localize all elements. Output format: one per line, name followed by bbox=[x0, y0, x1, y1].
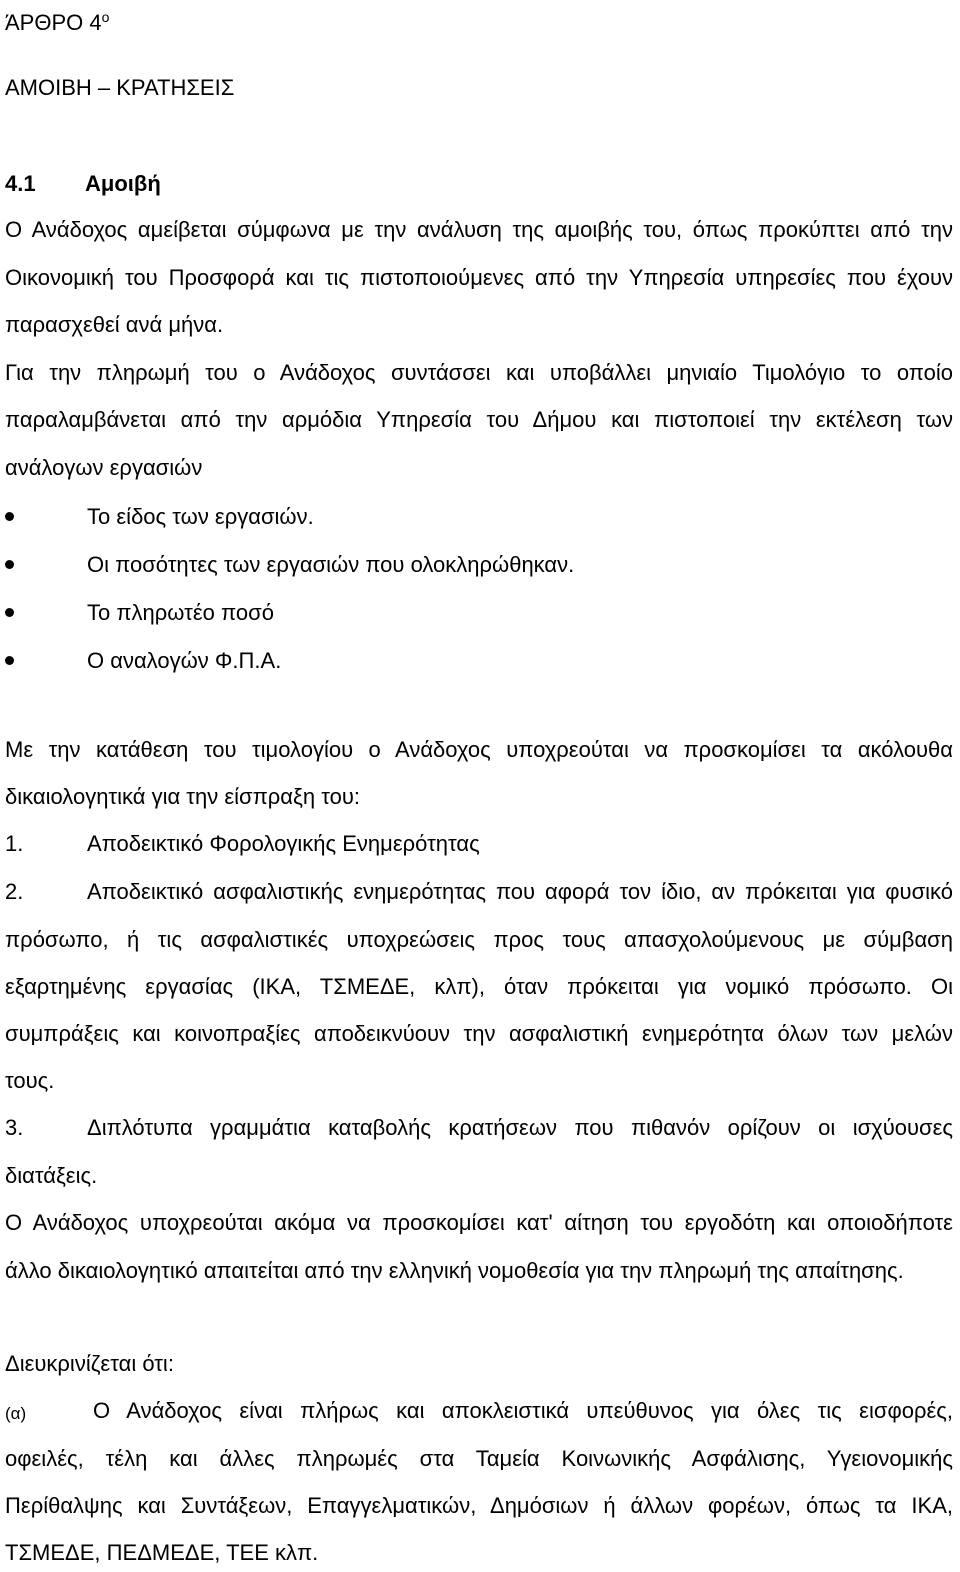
item-continuation-line: διατάξεις. bbox=[5, 1163, 98, 1188]
article-subtitle: ΑΜΟΙΒΗ – ΚΡΑΤΗΣΕΙΣ bbox=[5, 75, 235, 100]
clause-continuation-line: ΤΣΜΕΔΕ, ΠΕΔΜΕΔΕ, ΤΕΕ κλπ. bbox=[5, 1540, 319, 1565]
paragraph-line: Ο Ανάδοχος υποχρεούται ακόμα να προσκομίσει κατ' αίτηση του εργοδότη και οποιοδήποτε bbox=[5, 1210, 953, 1235]
paragraph-line: Για την πληρωμή του ο Ανάδοχος συντάσσει και υποβάλλει μηνιαίο Τιμολόγιο το οποίο bbox=[5, 360, 953, 385]
paragraph-line: Οικονομική του Προσφορά και τις πιστοποιούμενες από την Υπηρεσία υπηρεσίες που έχουν bbox=[5, 265, 953, 290]
item-text: Διπλότυπα γραμμάτια καταβολής κρατήσεων που πιθανόν ορίζουν οι ισχύουσες bbox=[87, 1115, 953, 1140]
clause-text: Ο Ανάδοχος είναι πλήρως και αποκλειστικά υπεύθυνος για όλες τις εισφορές, bbox=[93, 1398, 953, 1423]
paragraph-line: παρασχεθεί ανά μήνα. bbox=[5, 312, 224, 337]
item-continuation-line: πρόσωπο, ή τις ασφαλιστικές υποχρεώσεις προς τους απασχολούμενους με σύμβαση bbox=[5, 927, 953, 952]
paragraph-line: άλλο δικαιολογητικό απαιτείται από την ελληνική νομοθεσία για την πληρωμή της απαίτησης. bbox=[5, 1258, 904, 1283]
paragraph-line: παραλαμβάνεται από την αρμόδια Υπηρεσία του Δήμου και πιστοποιεί την εκτέλεση των bbox=[5, 407, 953, 432]
paragraph-line: Ο Ανάδοχος αμείβεται σύμφωνα με την ανάλυση της αμοιβής του, όπως προκύπτει από την bbox=[5, 217, 953, 242]
item-text: Αποδεικτικό Φορολογικής Ενημερότητας bbox=[87, 831, 480, 856]
section-heading bbox=[5, 171, 161, 197]
item-text: Αποδεικτικό ασφαλιστικής ενημερότητας που αφορά τον ίδιο, αν πρόκειται για φυσικό bbox=[87, 879, 953, 904]
paragraph-line: Με την κατάθεση του τιμολογίου ο Ανάδοχος υποχρεούται να προσκομίσει τα ακόλουθα bbox=[5, 737, 953, 762]
bullet-text: Οι ποσότητες των εργασιών που ολοκληρώθηκαν. bbox=[87, 552, 575, 577]
section-number: 4.1 bbox=[5, 171, 36, 196]
article-title-superscript: ο bbox=[101, 9, 110, 25]
item-continuation-line: συμπράξεις και κοινοπραξίες αποδεικνύουν την ασφαλιστική ενημερότητα όλων των μελών bbox=[5, 1021, 953, 1046]
bullet-text: Το είδος των εργασιών. bbox=[87, 504, 314, 529]
clause-label: (α) bbox=[5, 1404, 27, 1423]
item-number: 3. bbox=[5, 1115, 24, 1140]
clarification-heading: Διευκρινίζεται ότι: bbox=[5, 1351, 174, 1376]
clause-continuation-line: Περίθαλψης και Συντάξεων, Επαγγελματικών, Δημόσιων ή άλλων φορέων, όπως τα ΙΚΑ, bbox=[5, 1493, 953, 1518]
section-title: Αμοιβή bbox=[85, 171, 161, 196]
item-number: 1. bbox=[5, 831, 24, 856]
item-continuation-line: εξαρτημένης εργασίας (ΙΚΑ, ΤΣΜΕΔΕ, κλπ), όταν πρόκειται για νομικό πρόσωπο. Οι bbox=[5, 974, 953, 999]
paragraph-line: δικαιολογητικά για την είσπραξη του: bbox=[5, 784, 360, 809]
item-continuation-line: τους. bbox=[5, 1068, 55, 1093]
bullet-icon bbox=[5, 608, 14, 617]
bullet-icon bbox=[5, 512, 14, 521]
bullet-icon bbox=[5, 656, 14, 665]
item-number: 2. bbox=[5, 879, 24, 904]
bullet-text: Το πληρωτέο ποσό bbox=[87, 600, 274, 625]
article-title-text: ΆΡΘΡΟ 4 bbox=[5, 10, 102, 35]
bullet-icon bbox=[5, 560, 14, 569]
clause-continuation-line: οφειλές, τέλη και άλλες πληρωμές στα Ταμεία Κοινωνικής Ασφάλισης, Υγειονομικής bbox=[5, 1446, 953, 1471]
article-title bbox=[5, 4, 109, 36]
bullet-text: Ο αναλογών Φ.Π.Α. bbox=[87, 648, 282, 673]
paragraph-line: ανάλογων εργασιών bbox=[5, 455, 203, 480]
